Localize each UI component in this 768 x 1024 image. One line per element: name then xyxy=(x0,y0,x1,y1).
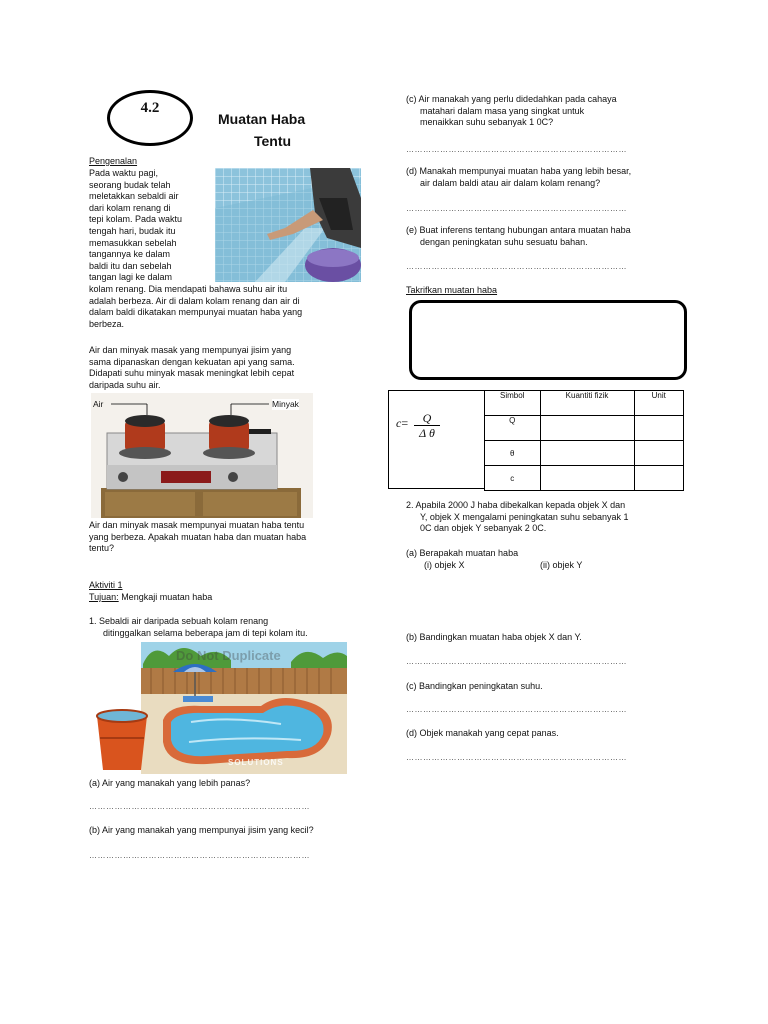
intro-heading: Pengenalan xyxy=(89,156,138,166)
question-2c: (c) Bandingkan peningkatan suhu. xyxy=(406,681,543,691)
table-header: Unit xyxy=(634,391,683,416)
answer-line-2c[interactable]: …………………………………………………………………… xyxy=(406,705,627,714)
paragraph-line: Air dan minyak masak yang mempunyai jisim yang xyxy=(89,345,292,355)
question-2 xyxy=(406,500,696,535)
answer-line-1e[interactable]: …………………………………………………………………… xyxy=(406,262,627,271)
intro-paragraph-2 xyxy=(89,345,359,391)
intro-line: Pada waktu pagi, xyxy=(89,168,159,178)
question-line: air dalam baldi atau air dalam kolam renang? xyxy=(420,177,601,188)
table-cell-unit[interactable] xyxy=(634,466,683,491)
section-number-oval xyxy=(107,90,193,146)
question-2a-x: (i) objek X xyxy=(424,560,465,570)
formula-fraction xyxy=(414,412,440,440)
stove-label-oil: Minyak xyxy=(272,399,299,409)
intro-line: meletakkan sebaldi air xyxy=(89,191,179,202)
question-1 xyxy=(89,616,369,639)
watermark-solutions: SOLUTIONS xyxy=(228,758,284,767)
intro-line: dalam baldi dikatakan mempunyai muatan haba yang xyxy=(89,307,303,318)
table-cell-unit[interactable] xyxy=(634,441,683,466)
intro-line: memasukkan sebelah xyxy=(89,237,177,248)
table-cell-quantity[interactable] xyxy=(540,416,634,441)
answer-line-1d[interactable]: …………………………………………………………………… xyxy=(406,204,627,213)
question-line: menaikkan suhu sebanyak 1 0C? xyxy=(420,117,554,128)
definition-answer-box[interactable] xyxy=(409,300,687,380)
question-2a: (a) Berapakah muatan haba xyxy=(406,548,519,558)
formula-denominator: Δ θ xyxy=(419,426,435,440)
page-title-line1: Muatan Haba xyxy=(218,111,306,127)
aim-text: Mengkaji muatan haba xyxy=(118,592,213,602)
question-line: (e) Buat inferens tentang hubungan antara muatan haba xyxy=(406,225,631,235)
intro-line: tangannya ke dalam xyxy=(89,249,171,260)
table-cell-symbol: c xyxy=(485,466,541,491)
table-header: Kuantiti fizik xyxy=(540,391,634,416)
table-cell-quantity[interactable] xyxy=(540,466,634,491)
paragraph-line: Air dan minyak masak mempunyai muatan haba tentu xyxy=(89,520,305,530)
intro-line: kolam renang. Dia mendapati bahawa suhu air itu xyxy=(89,284,288,294)
question-line: dengan peningkatan suhu sesuatu bahan. xyxy=(420,236,588,247)
paragraph-line: Didapati suhu minyak masak meningkat lebih cepat xyxy=(89,368,295,379)
table-row xyxy=(485,416,684,441)
answer-line-1a[interactable]: …………………………………………………………………… xyxy=(89,802,310,811)
table-cell-quantity[interactable] xyxy=(540,441,634,466)
activity-aim xyxy=(89,592,212,604)
table-header-row xyxy=(485,391,684,416)
paragraph-line: sama dipanaskan dengan kekuatan api yang sama. xyxy=(89,356,295,367)
intro-line: baldi itu dan sebelah xyxy=(89,260,172,271)
stove-label-water: Air xyxy=(93,399,104,409)
question-2d: (d) Objek manakah yang cepat panas. xyxy=(406,728,559,738)
paragraph-line: daripada suhu air. xyxy=(89,379,161,390)
paragraph-line: yang berbeza. Apakah muatan haba dan muatan haba xyxy=(89,531,307,542)
question-line: 2. Apabila 2000 J haba dibekalkan kepada objek X dan xyxy=(406,500,626,510)
paragraph-line: tentu? xyxy=(89,543,115,554)
question-line: 0C dan objek Y sebanyak 2 0C. xyxy=(420,523,547,534)
question-1e xyxy=(406,225,696,248)
question-2a-y: (ii) objek Y xyxy=(540,560,583,570)
intro-line: tepi kolam. Pada waktu xyxy=(89,214,183,225)
intro-line: tengah hari, budak itu xyxy=(89,225,176,236)
page-title-line2: Tentu xyxy=(254,133,292,149)
table-cell-symbol: θ xyxy=(485,441,541,466)
formula-numerator: Q xyxy=(414,412,440,426)
question-2b: (b) Bandingkan muatan haba objek X dan Y. xyxy=(406,632,582,642)
formula-c: c xyxy=(396,416,402,430)
table-header: Simbol xyxy=(485,391,541,416)
intro-line: berbeza. xyxy=(89,318,125,329)
question-line: Y, objek X mengalami peningkatan suhu sebanyak 1 xyxy=(420,511,629,522)
question-line: 1. Sebaldi air daripada sebuah kolam renang xyxy=(89,616,269,626)
question-line: (d) Manakah mempunyai muatan haba yang lebih besar, xyxy=(406,166,632,176)
intro-line: dari kolam renang di xyxy=(89,202,171,213)
formula-equals: = xyxy=(401,416,409,430)
symbol-table xyxy=(484,390,684,491)
watermark-text: Do Not Duplicate xyxy=(176,648,281,663)
question-1d xyxy=(406,166,696,189)
answer-line-2b[interactable]: …………………………………………………………………… xyxy=(406,657,627,666)
question-line: ditinggalkan selama beberapa jam di tepi kolam itu. xyxy=(103,627,308,638)
specific-heat-formula xyxy=(396,416,408,431)
boy-at-pool-photo xyxy=(215,168,361,282)
answer-line-1b[interactable]: …………………………………………………………………… xyxy=(89,851,310,860)
table-row xyxy=(485,441,684,466)
activity-heading: Aktiviti 1 xyxy=(89,580,123,590)
table-cell-unit[interactable] xyxy=(634,416,683,441)
question-1c xyxy=(406,94,696,129)
intro-line: tangan lagi ke dalam xyxy=(89,272,173,283)
answer-line-1c[interactable]: …………………………………………………………………… xyxy=(406,145,627,154)
intro-paragraph-3 xyxy=(89,520,359,555)
answer-line-2d[interactable]: …………………………………………………………………… xyxy=(406,753,627,762)
section-number: 4.2 xyxy=(140,100,160,116)
question-1a: (a) Air yang manakah yang lebih panas? xyxy=(89,778,251,788)
aim-label: Tujuan: xyxy=(89,592,119,602)
question-1b: (b) Air yang manakah yang mempunyai jisim yang kecil? xyxy=(89,825,314,835)
definition-heading: Takrifkan muatan haba xyxy=(406,285,498,295)
stove-illustration xyxy=(91,393,313,518)
intro-narrow-text xyxy=(89,168,214,284)
question-line: (c) Air manakah yang perlu didedahkan pada cahaya xyxy=(406,94,617,104)
table-cell-symbol: Q xyxy=(485,416,541,441)
question-line: matahari dalam masa yang singkat untuk xyxy=(420,105,585,116)
table-row xyxy=(485,466,684,491)
intro-line: seorang budak telah xyxy=(89,179,171,190)
intro-line: adalah berbeza. Air di dalam kolam renang dan air di xyxy=(89,295,300,306)
intro-wide-text xyxy=(89,284,359,330)
